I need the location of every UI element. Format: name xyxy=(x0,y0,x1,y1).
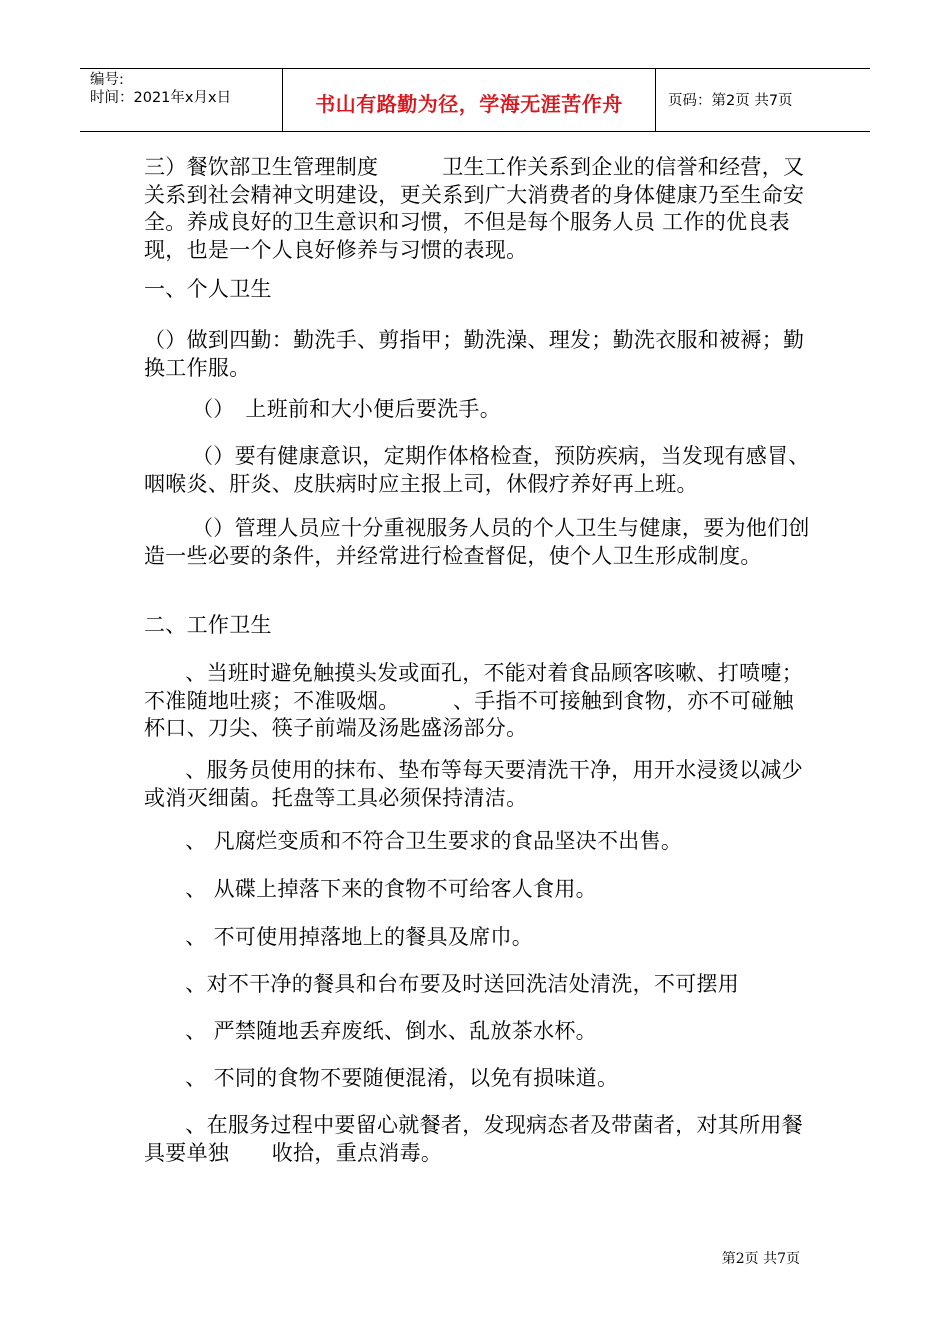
paragraph-health-awareness: （）要有健康意识，定期作体格检查，预防疾病，当发现有感冒、咽喉炎、肝炎、皮肤病时应主报上司，休假疗养好再上班。 xyxy=(144,444,810,496)
paragraph-four-diligences: （）做到四勤：勤洗手、剪指甲；勤洗澡、理发；勤洗衣服和被褥；勤换工作服。 xyxy=(144,328,805,380)
paragraph-work-rule-9: 、在服务过程中要留心就餐者，发现病态者及带菌者，对其所用餐具要单独 收拾，重点消毒。 xyxy=(144,1113,803,1165)
section-heading-work-hygiene: 二、工作卫生 xyxy=(144,613,272,637)
page-footer-number: 第2页 共7页 xyxy=(721,1251,800,1267)
paragraph-work-rule-6: 、对不干净的餐具和台布要及时送回洗洁处清洗，不可摆用 xyxy=(164,972,740,996)
document-number-label: 编号: xyxy=(90,72,124,88)
header-left-cell xyxy=(80,69,283,131)
paragraph-wash-hands: （） 上班前和大小便后要洗手。 xyxy=(192,397,501,421)
paragraph-work-rule-3: 、 凡腐烂变质和不符合卫生要求的食品坚决不出售。 xyxy=(164,829,683,853)
paragraph-work-rule-2: 、服务员使用的抹布、垫布等每天要清洗干净，用开水浸烫以减少或消灭细菌。托盘等工具必须保持清洁。 xyxy=(144,758,803,810)
paragraph-work-rule-5: 、 不可使用掉落地上的餐具及席巾。 xyxy=(164,925,534,949)
paragraph-work-rule-8: 、 不同的食物不要随便混淆，以免有损味道。 xyxy=(164,1066,619,1090)
page-header xyxy=(80,68,870,132)
paragraph-work-rule-7: 、 严禁随地丢弃废纸、倒水、乱放茶水杯。 xyxy=(164,1019,597,1043)
header-middle-cell xyxy=(283,69,656,131)
paragraph-work-rule-1: 、当班时避免触摸头发或面孔，不能对着食品顾客咳嗽、打喷嚏；不准随地吐痰；不准吸烟。 、手指不可接触到食物，亦不可碰触杯口、刀尖、筷子前端及汤匙盛汤部分。 xyxy=(144,661,803,740)
header-page-number: 页码：第2页 共7页 xyxy=(668,93,793,109)
section-heading-personal-hygiene: 一、个人卫生 xyxy=(144,277,272,301)
header-motto: 书山有路勤为径，学海无涯苦作舟 xyxy=(315,92,623,116)
header-right-cell xyxy=(656,69,870,131)
paragraph-work-rule-4: 、 从碟上掉落下来的食物不可给客人食用。 xyxy=(164,877,597,901)
document-date-label: 时间：2021年x月x日 xyxy=(90,90,232,106)
paragraph-management-attention: （）管理人员应十分重视服务人员的个人卫生与健康，要为他们创造一些必要的条件，并经常进行检查督促，使个人卫生形成制度。 xyxy=(144,516,810,568)
intro-paragraph: 三）餐饮部卫生管理制度 卫生工作关系到企业的信誉和经营，又关系到社会精神文明建设，更关系到广大消费者的身体健康乃至生命安全。养成良好的卫生意识和习惯，不但是每个服务人员 工作的优良表现，也是一个人良好修养与习惯的表现。 xyxy=(144,155,805,262)
